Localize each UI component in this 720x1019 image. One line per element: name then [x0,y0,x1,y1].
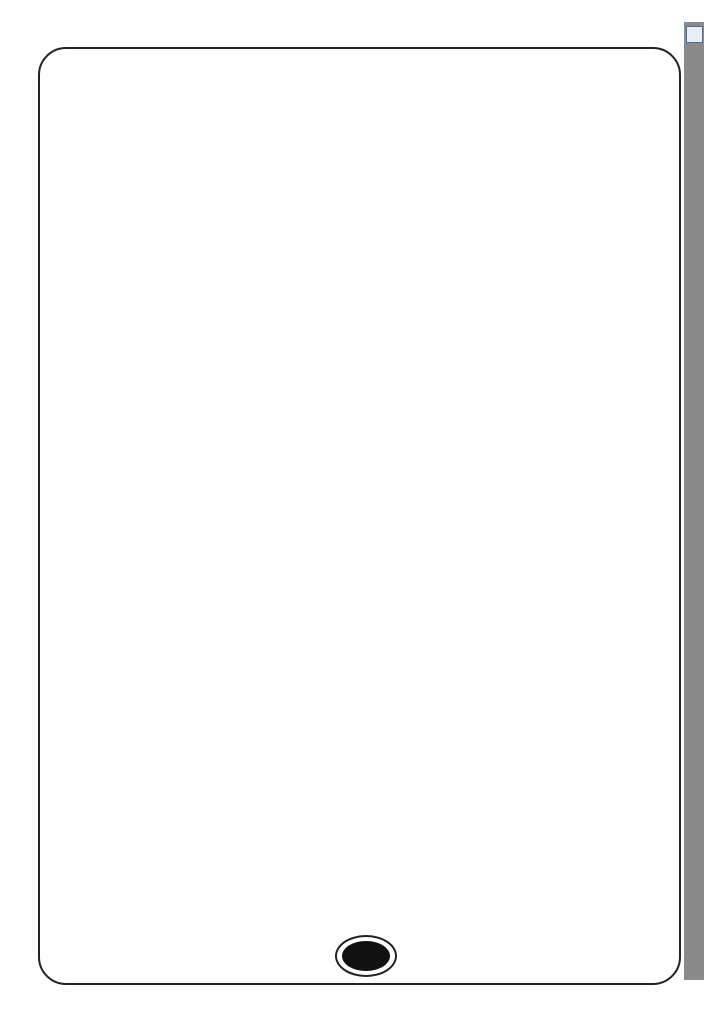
scanner-sidebar-decoration [688,48,700,288]
page-border [38,47,681,985]
scanner-logo-icon [686,26,703,43]
page-number [342,941,390,971]
page-number-badge [335,935,397,977]
scanner-sidebar [684,22,704,980]
